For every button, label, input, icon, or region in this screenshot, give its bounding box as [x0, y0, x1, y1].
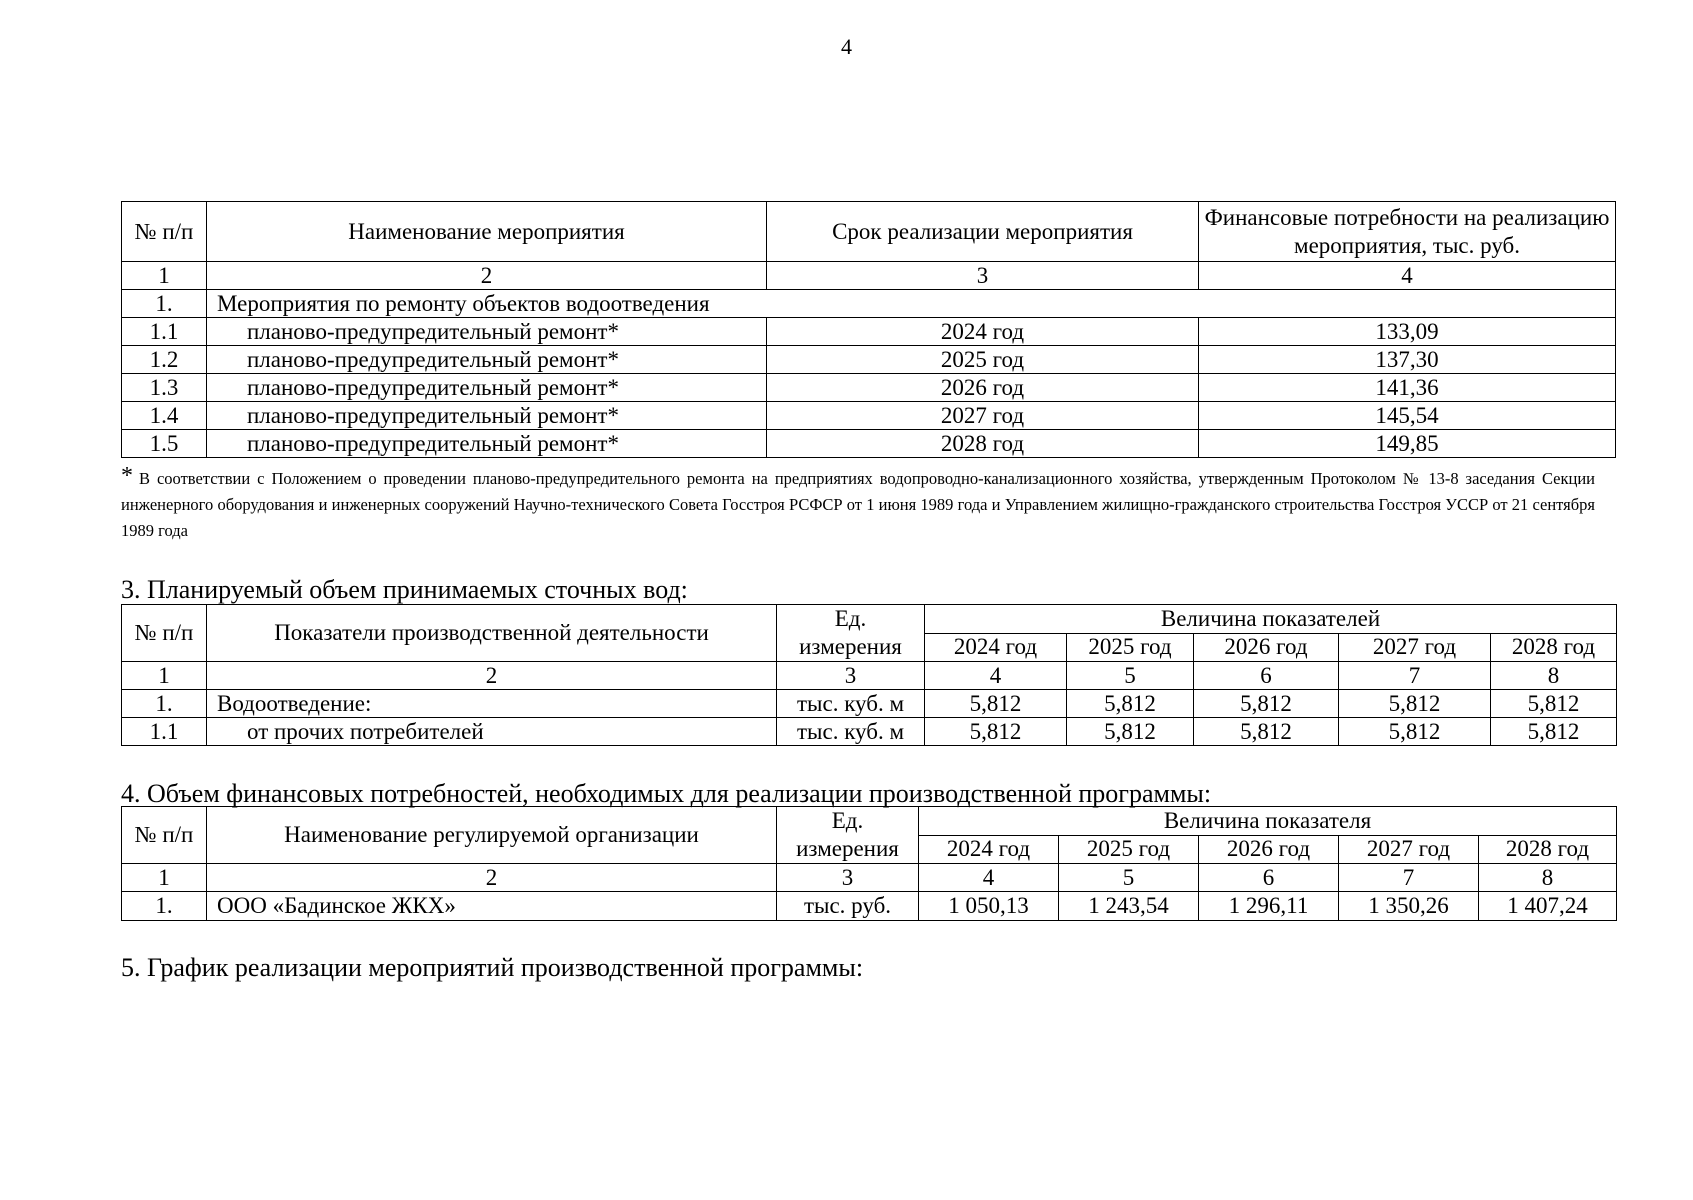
table-group-row: [122, 290, 1616, 318]
measure-amount: 149,85: [1199, 430, 1616, 458]
column-number: 3: [777, 864, 919, 892]
year-header: 2024 год: [919, 835, 1059, 864]
year-header: 2026 год: [1199, 835, 1339, 864]
column-number-row: [122, 662, 1617, 690]
year-header: 2025 год: [1059, 835, 1199, 864]
value-cell: 1 243,54: [1059, 892, 1199, 921]
unit-cell: тыс. руб.: [777, 892, 919, 921]
value-cell: 5,812: [1491, 718, 1617, 746]
header-cell: Наименование мероприятия: [207, 202, 767, 262]
header-cell: Показатели производственной деятельности: [207, 605, 777, 662]
year-header: 2027 год: [1339, 835, 1479, 864]
row-number: 1.5: [122, 430, 207, 458]
table-row: [122, 402, 1616, 430]
footnote-text: В соответствии с Положением о проведении планово-предупредительного ремонта на предприятиях водопроводно-канализационного хозяйства, утвержденным Протоколом № 13-8 заседания Секции инженерного оборудования и инженерных сооружений Научно-технического Совета Госстроя РСФСР от 1 июня 1989 года и Управлением жилищно-гражданского строительства Госстроя УССР от 21 сентября 1989 года: [121, 469, 1595, 540]
column-number: 1: [122, 262, 207, 290]
table-header-row: [122, 605, 1617, 634]
row-number: 1.3: [122, 374, 207, 402]
measure-name: планово-предупредительный ремонт*: [207, 430, 767, 458]
indicator-name: Водоотведение:: [207, 690, 777, 718]
measure-name: планово-предупредительный ремонт*: [207, 318, 767, 346]
unit-cell: тыс. куб. м: [777, 690, 925, 718]
page-number: 4: [841, 34, 852, 59]
table-header-row: [122, 202, 1616, 262]
row-number: 1.4: [122, 402, 207, 430]
table-row: [122, 318, 1616, 346]
column-number: 6: [1194, 662, 1339, 690]
header-cell: № п/п: [122, 605, 207, 662]
year-header: 2028 год: [1491, 633, 1617, 662]
header-cell: Финансовые потребности на реализацию мероприятия, тыс. руб.: [1199, 202, 1616, 262]
section-5-title: 5. График реализации мероприятий производственной программы:: [121, 953, 864, 982]
header-cell: № п/п: [122, 807, 207, 864]
table-row: [122, 892, 1617, 921]
year-header: 2024 год: [925, 633, 1067, 662]
measure-name: планово-предупредительный ремонт*: [207, 402, 767, 430]
table-row: [122, 430, 1616, 458]
year-header: 2026 год: [1194, 633, 1339, 662]
organization-name: ООО «Бадинское ЖКХ»: [207, 892, 777, 921]
value-cell: 5,812: [1067, 690, 1194, 718]
value-cell: 5,812: [1067, 718, 1194, 746]
measure-amount: 141,36: [1199, 374, 1616, 402]
measure-amount: 137,30: [1199, 346, 1616, 374]
column-number: 6: [1199, 864, 1339, 892]
column-number: 2: [207, 262, 767, 290]
column-number: 7: [1339, 864, 1479, 892]
section-4-title: 4. Объем финансовых потребностей, необходимых для реализации производственной программы:: [121, 779, 1212, 808]
value-cell: 5,812: [1194, 718, 1339, 746]
row-number: 1.1: [122, 718, 207, 746]
value-cell: 1 296,11: [1199, 892, 1339, 921]
group-title: Мероприятия по ремонту объектов водоотведения: [207, 290, 1616, 318]
value-cell: 5,812: [925, 690, 1067, 718]
value-cell: 1 350,26: [1339, 892, 1479, 921]
financial-needs-table: [121, 806, 1617, 921]
wastewater-volume-table: [121, 604, 1617, 746]
measure-period: 2025 год: [767, 346, 1199, 374]
column-number: 1: [122, 864, 207, 892]
header-cell: Ед. измерения: [777, 605, 925, 662]
value-cell: 5,812: [1339, 690, 1491, 718]
row-number: 1.: [122, 892, 207, 921]
value-cell: 5,812: [1339, 718, 1491, 746]
unit-cell: тыс. куб. м: [777, 718, 925, 746]
header-cell: Наименование регулируемой организации: [207, 807, 777, 864]
row-number: 1.1: [122, 318, 207, 346]
indicator-name: от прочих потребителей: [207, 718, 777, 746]
section-3-title: 3. Планируемый объем принимаемых сточных вод:: [121, 575, 688, 604]
measure-period: 2027 год: [767, 402, 1199, 430]
column-number: 5: [1067, 662, 1194, 690]
row-number: 1.: [122, 690, 207, 718]
column-number: 8: [1479, 864, 1617, 892]
measure-period: 2028 год: [767, 430, 1199, 458]
column-number: 5: [1059, 864, 1199, 892]
header-cell: Срок реализации мероприятия: [767, 202, 1199, 262]
column-number: 2: [207, 864, 777, 892]
value-cell: 1 407,24: [1479, 892, 1617, 921]
table-row: [122, 690, 1617, 718]
column-number: 4: [925, 662, 1067, 690]
row-number: 1.: [122, 290, 207, 318]
measure-period: 2024 год: [767, 318, 1199, 346]
footnote-mark: *: [121, 463, 133, 489]
header-group-cell: Величина показателя: [919, 807, 1617, 836]
value-cell: 5,812: [1194, 690, 1339, 718]
year-header: 2025 год: [1067, 633, 1194, 662]
table-row: [122, 718, 1617, 746]
value-cell: 1 050,13: [919, 892, 1059, 921]
column-number: 3: [767, 262, 1199, 290]
measure-period: 2026 год: [767, 374, 1199, 402]
footnote: [121, 463, 1595, 544]
header-cell: № п/п: [122, 202, 207, 262]
column-number: 2: [207, 662, 777, 690]
repair-measures-table: [121, 201, 1616, 458]
column-number-row: [122, 864, 1617, 892]
column-number: 1: [122, 662, 207, 690]
column-number-row: [122, 262, 1616, 290]
measure-amount: 145,54: [1199, 402, 1616, 430]
year-header: 2027 год: [1339, 633, 1491, 662]
year-header: 2028 год: [1479, 835, 1617, 864]
column-number: 3: [777, 662, 925, 690]
column-number: 4: [919, 864, 1059, 892]
table-header-row: [122, 807, 1617, 836]
row-number: 1.2: [122, 346, 207, 374]
measure-amount: 133,09: [1199, 318, 1616, 346]
table-row: [122, 346, 1616, 374]
header-cell: Ед. измерения: [777, 807, 919, 864]
column-number: 4: [1199, 262, 1616, 290]
value-cell: 5,812: [925, 718, 1067, 746]
table-row: [122, 374, 1616, 402]
column-number: 8: [1491, 662, 1617, 690]
measure-name: планово-предупредительный ремонт*: [207, 374, 767, 402]
measure-name: планово-предупредительный ремонт*: [207, 346, 767, 374]
value-cell: 5,812: [1491, 690, 1617, 718]
column-number: 7: [1339, 662, 1491, 690]
header-group-cell: Величина показателей: [925, 605, 1617, 634]
